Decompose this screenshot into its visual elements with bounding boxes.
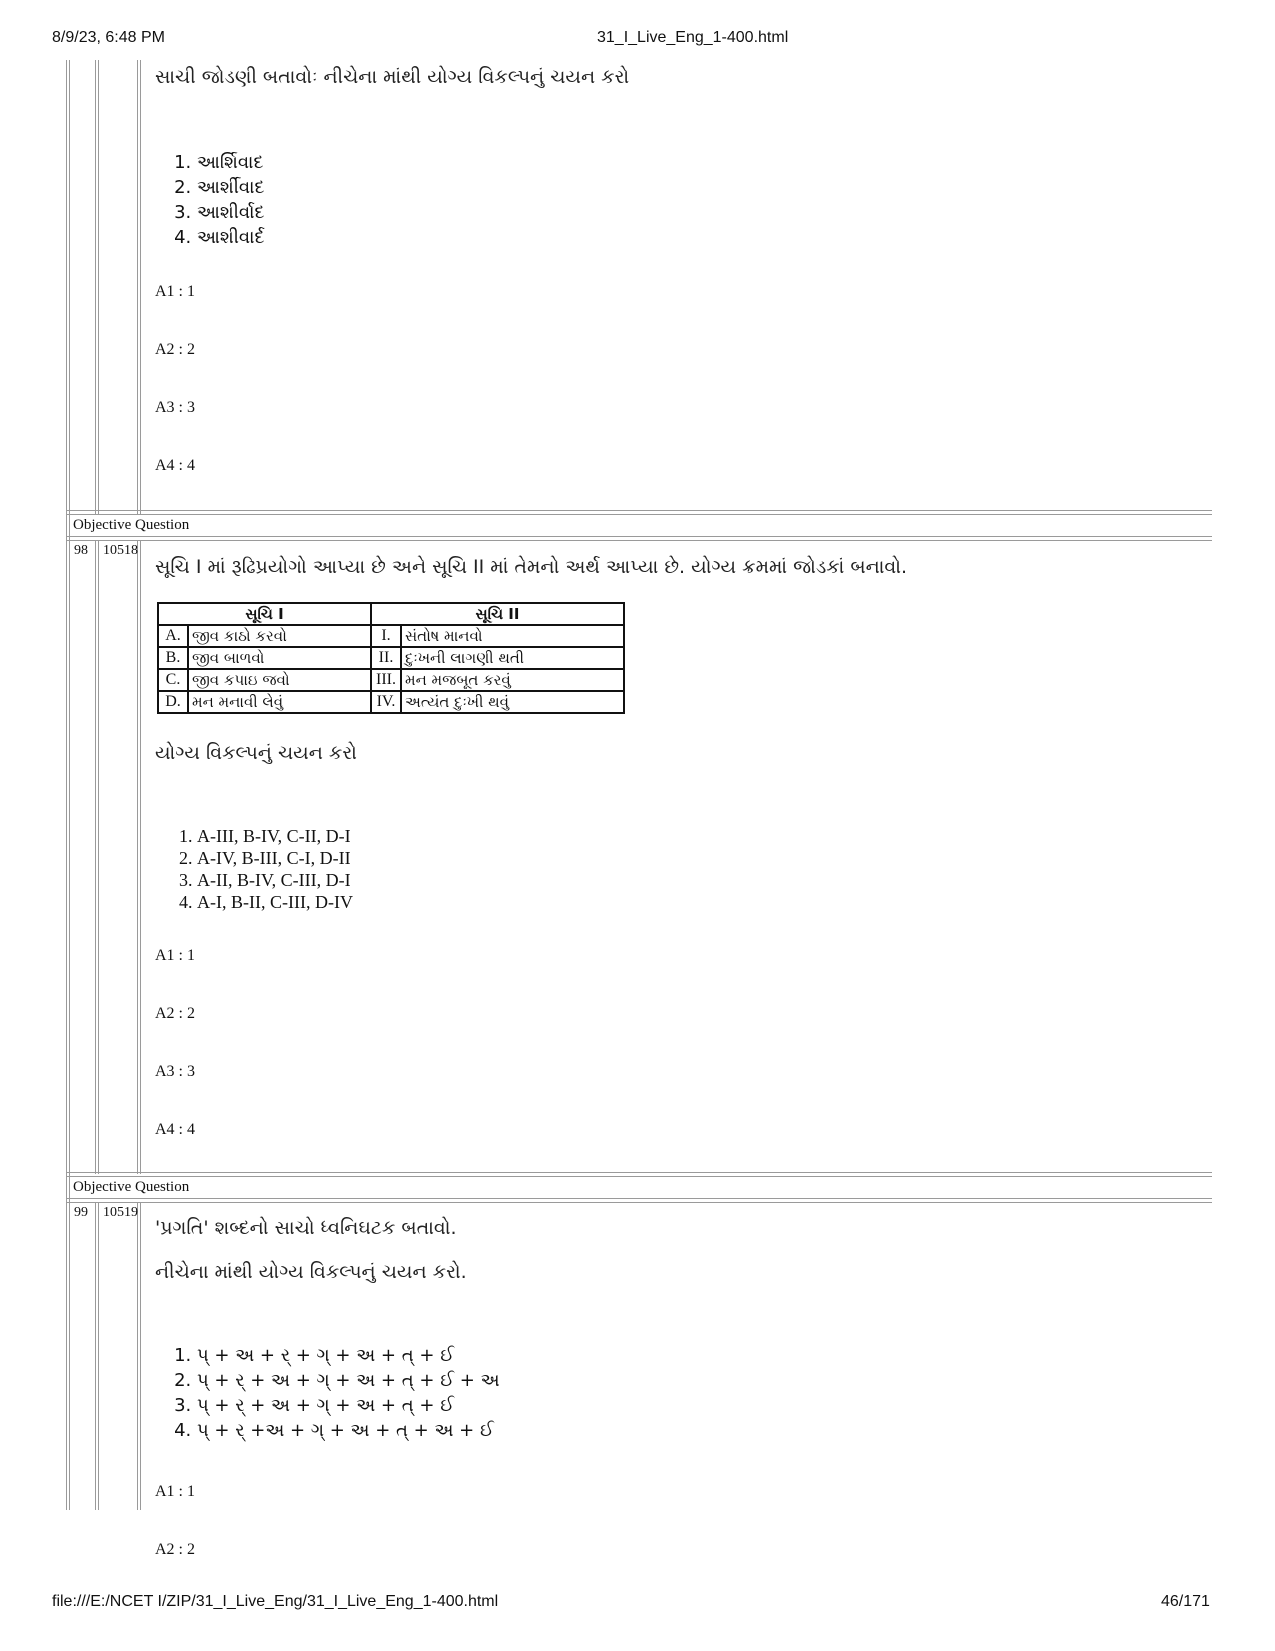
question-text: સાચી જોડણી બતાવોઃ નીચેના માંથી યોગ્ય વિકલ્પનું ચયન કરો [155, 66, 630, 88]
answer-option: A3 : 3 [155, 1063, 195, 1080]
row-value: દુઃખની લાગણી થતી [401, 647, 624, 669]
grid-line [66, 1176, 1212, 1177]
option-list [155, 825, 353, 913]
table-row [158, 647, 624, 669]
answer-option: A1 : 1 [155, 1483, 195, 1500]
option-list [155, 1343, 500, 1443]
grid-line [140, 1202, 141, 1510]
option-item: 3. પ્ + ર્ + અ + ગ્ + અ + ત્ + ઈ [197, 1393, 500, 1418]
question-text: 'પ્રગતિ' શબ્દનો સાચો ધ્વનિઘટક બતાવો. [155, 1217, 457, 1239]
grid-line [66, 60, 67, 1510]
table-row [158, 669, 624, 691]
answer-option: A3 : 3 [155, 399, 195, 416]
option-item: 2. A-IV, B-III, C-I, D-II [197, 847, 353, 869]
answer-option: A2 : 2 [155, 1005, 195, 1022]
row-key: IV. [371, 691, 401, 713]
print-page-number: 46/171 [1161, 1593, 1210, 1610]
grid-line [66, 1172, 1212, 1173]
grid-line [66, 510, 1212, 511]
row-value: મન મજબૂત કરવું [401, 669, 624, 691]
table-row [158, 625, 624, 647]
match-table [157, 602, 625, 714]
table-row [158, 691, 624, 713]
option-item: 3. આશીર્વાદ [197, 200, 265, 225]
row-key: III. [371, 669, 401, 691]
grid-line [66, 536, 1212, 537]
option-item: 4. A-I, B-II, C-III, D-IV [197, 891, 353, 913]
answer-option: A2 : 2 [155, 341, 195, 358]
option-item: 3. A-II, B-IV, C-III, D-I [197, 869, 353, 891]
question-text: સૂચિ I માં રૂઢિપ્રયોગો આપ્યા છે અને સૂચિ II માં તેમનો અર્થ આપ્યા છે. યોગ્ય ક્રમમાં જોડકાં બનાવો. [155, 556, 908, 578]
question-number: 98 [74, 543, 88, 558]
grid-line [66, 514, 1212, 515]
option-item: 4. પ્ + ર્ +અ + ગ્ + અ + ત્ + અ + ઈ [197, 1418, 500, 1443]
answer-option: A1 : 1 [155, 947, 195, 964]
option-item: 1. પ્ + અ + ર્ + ગ્ + અ + ત્ + ઈ [197, 1343, 500, 1368]
question-subtext: નીચેના માંથી યોગ્ય વિકલ્પનું ચયન કરો. [155, 1261, 467, 1283]
answer-option: A4 : 4 [155, 1121, 195, 1138]
answer-option: A2 : 2 [155, 1541, 195, 1558]
print-datetime: 8/9/23, 6:48 PM [52, 29, 165, 46]
row-key: II. [371, 647, 401, 669]
print-file-path: file:///E:/NCET I/ZIP/31_I_Live_Eng/31_I_Live_Eng_1-400.html [52, 1593, 499, 1610]
grid-line [140, 540, 141, 1174]
grid-line [66, 1202, 1212, 1203]
grid-line [98, 540, 99, 1174]
row-value: જીવ બાળવો [188, 647, 371, 669]
row-value: અત્યંત દુઃખી થવું [401, 691, 624, 713]
grid-line [66, 1198, 1212, 1199]
grid-line [66, 540, 1212, 541]
grid-line [137, 60, 138, 514]
row-key: D. [158, 691, 188, 713]
grid-line [98, 60, 99, 514]
print-page-title: 31_I_Live_Eng_1-400.html [597, 29, 789, 46]
row-value: જીવ કાઠો કરવો [188, 625, 371, 647]
grid-line [95, 540, 96, 1174]
grid-line [69, 60, 70, 1510]
answer-option: A1 : 1 [155, 283, 195, 300]
section-label: Objective Question [73, 1179, 190, 1195]
question-number: 99 [74, 1205, 88, 1220]
grid-line [137, 540, 138, 1174]
row-key: A. [158, 625, 188, 647]
option-item: 1. આર્શિવાદ [197, 150, 265, 175]
option-item: 2. પ્ + ર્ + અ + ગ્ + અ + ત્ + ઈ + અ [197, 1368, 500, 1393]
grid-line [95, 1202, 96, 1510]
grid-line [137, 1202, 138, 1510]
answer-option: A4 : 4 [155, 457, 195, 474]
option-item: 1. A-III, B-IV, C-II, D-I [197, 825, 353, 847]
option-item: 4. આશીવાર્દ [197, 225, 265, 250]
row-key: B. [158, 647, 188, 669]
option-item: 2. આર્શીવાદ [197, 175, 265, 200]
row-value: મન મનાવી લેવું [188, 691, 371, 713]
table-header-right: સૂચિ II [371, 603, 624, 625]
row-key: C. [158, 669, 188, 691]
question-subtext: યોગ્ય વિકલ્પનું ચયન કરો [155, 742, 357, 764]
row-key: I. [371, 625, 401, 647]
row-value: જીવ કપાઇ જવો [188, 669, 371, 691]
question-id: 10519 [103, 1205, 138, 1220]
option-list [155, 150, 265, 250]
row-value: સંતોષ માનવો [401, 625, 624, 647]
question-id: 10518 [103, 543, 138, 558]
grid-line [98, 1202, 99, 1510]
grid-line [140, 60, 141, 514]
section-label: Objective Question [73, 517, 190, 533]
table-header-left: સૂચિ I [158, 603, 371, 625]
grid-line [95, 60, 96, 514]
